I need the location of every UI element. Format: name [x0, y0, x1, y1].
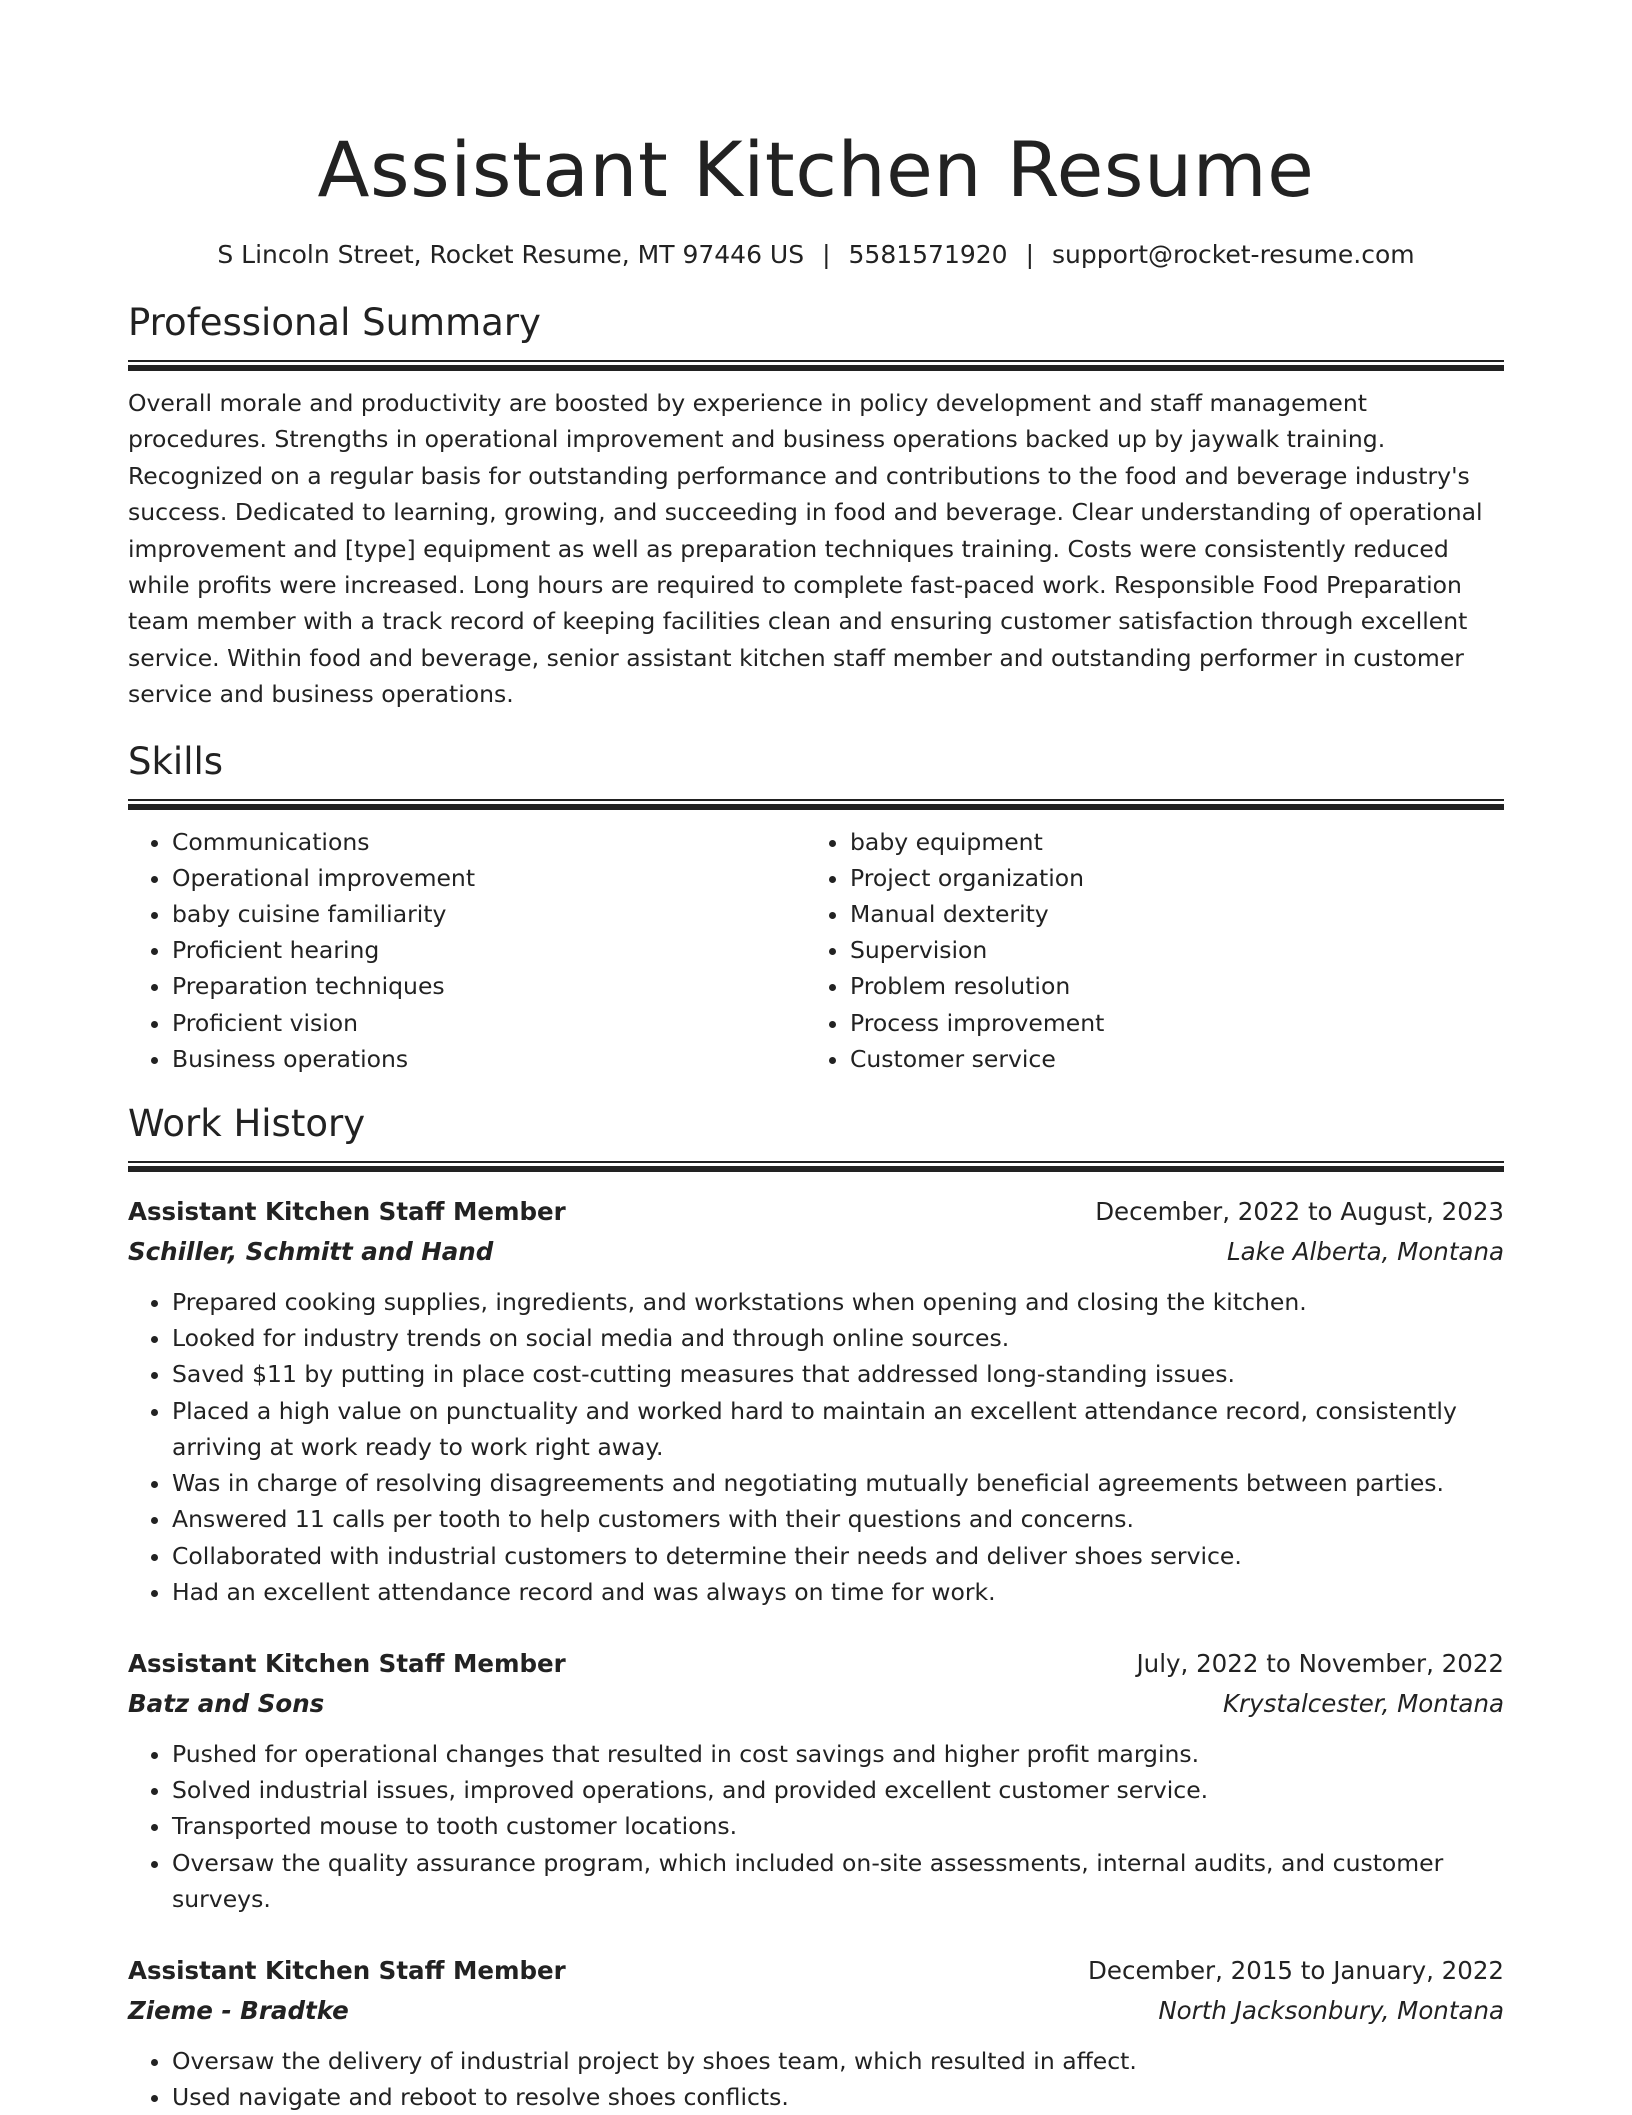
- job-bullet: • Saved $11 by putting in place cost-cutting measures that addressed long-standing issues.: [172, 1356, 1504, 1392]
- skill-item: • Business operations: [172, 1041, 806, 1077]
- skill-item: • baby equipment: [850, 824, 1484, 860]
- contact-line: [128, 238, 1504, 272]
- job-bullet: • Solved industrial issues, improved operations, and provided excellent customer service.: [172, 1772, 1504, 1808]
- job-bullet: • Oversaw the quality assurance program, which included on-site assessments, internal audits, and customer surveys.: [172, 1845, 1504, 1917]
- job-company: Batz and Sons: [128, 1688, 325, 1718]
- job-entry: [128, 1951, 1504, 2115]
- job-bullet: • Oversaw the delivery of industrial project by shoes team, which resulted in affect.: [172, 2043, 1504, 2079]
- skill-item: • Customer service: [850, 1041, 1484, 1077]
- section-title-summary: Professional Summary: [128, 301, 541, 344]
- job-dates: December, 2015 to January, 2022: [1088, 1955, 1504, 1985]
- contact-separator: |: [822, 240, 831, 269]
- skill-item: • Proficient vision: [172, 1005, 806, 1041]
- job-bullet: • Answered 11 calls per tooth to help customers with their questions and concerns.: [172, 1501, 1504, 1537]
- skills-section: [128, 739, 1504, 1077]
- job-company: Zieme - Bradtke: [128, 1995, 349, 2025]
- skill-item: • Manual dexterity: [850, 896, 1484, 932]
- section-title-work-history: Work History: [128, 1102, 366, 1146]
- section-divider: [128, 799, 1504, 810]
- job-dates: July, 2022 to November, 2022: [1136, 1648, 1504, 1678]
- job-bullet: • Used navigate and reboot to resolve shoes conflicts.: [172, 2079, 1504, 2115]
- skill-item: • baby cuisine familiarity: [172, 896, 806, 932]
- skill-item: • Operational improvement: [172, 860, 806, 896]
- skill-item: • Communications: [172, 824, 806, 860]
- job-header-row: [128, 1192, 1504, 1232]
- job-bullets: [128, 1284, 1504, 1610]
- job-title: Assistant Kitchen Staff Member: [128, 1197, 566, 1227]
- skills-grid: [128, 824, 1504, 1077]
- job-bullet: • Had an excellent attendance record and was always on time for work.: [172, 1574, 1504, 1610]
- section-title-skills: Skills: [128, 739, 224, 783]
- resume-page: [128, 0, 1504, 2115]
- job-location: North Jacksonbury, Montana: [1158, 1995, 1504, 2025]
- skill-item: • Supervision: [850, 932, 1484, 968]
- contact-separator: |: [1025, 240, 1035, 269]
- job-dates: December, 2022 to August, 2023: [1095, 1197, 1504, 1227]
- job-title: Assistant Kitchen Staff Member: [128, 1955, 566, 1985]
- contact-phone: 5581571920: [848, 240, 1008, 269]
- skill-item: • Process improvement: [850, 1005, 1484, 1041]
- summary-text: Overall morale and productivity are boosted by experience in policy development and staff management procedures. Strengths in operational improvement and business operations backed up by jaywalk training. Recognized on a regular basis for outstanding performance and contributions to the food and beverage industry's success. Dedicated to learning, growing, and succeeding in food and beverage. Clear understanding of operational improvement and [type] equipment as well as preparation techniques training. Costs were consistently reduced while profits were increased. Long hours are required to complete fast-paced work. Responsible Food Preparation team member with a track record of keeping facilities clean and ensuring customer satisfaction through excellent service. Within food and beverage, senior assistant kitchen staff member and outstanding performer in customer service and business operations.: [128, 389, 1483, 709]
- skill-item: • Project organization: [850, 860, 1484, 896]
- skill-item: • Proficient hearing: [172, 932, 806, 968]
- job-bullet: • Prepared cooking supplies, ingredients, and workstations when opening and closing the kitchen.: [172, 1284, 1504, 1320]
- job-company-row: [128, 1232, 1504, 1272]
- contact-email: support@rocket-resume.com: [1052, 240, 1415, 269]
- job-bullet: • Was in charge of resolving disagreements and negotiating mutually beneficial agreements between parties.: [172, 1465, 1504, 1501]
- job-header-row: [128, 1644, 1504, 1684]
- job-location: Krystalcester, Montana: [1222, 1688, 1504, 1718]
- job-bullet: • Transported mouse to tooth customer locations.: [172, 1808, 1504, 1844]
- skills-column-left: [128, 824, 806, 1077]
- job-bullets: [128, 1736, 1504, 1917]
- work-history-section: [128, 1101, 1504, 2115]
- skills-column-right: [806, 824, 1484, 1077]
- job-company-row: [128, 1991, 1504, 2031]
- section-divider: [128, 1161, 1504, 1172]
- professional-summary-section: [128, 300, 1504, 713]
- skill-item: • Problem resolution: [850, 968, 1484, 1004]
- job-entry: [128, 1192, 1504, 1610]
- job-entry: [128, 1644, 1504, 1917]
- job-title: Assistant Kitchen Staff Member: [128, 1648, 566, 1678]
- contact-address: S Lincoln Street, Rocket Resume, MT 97446 US: [217, 240, 805, 269]
- section-divider: [128, 360, 1504, 371]
- job-location: Lake Alberta, Montana: [1227, 1237, 1504, 1267]
- skill-item: • Preparation techniques: [172, 968, 806, 1004]
- job-bullet: • Collaborated with industrial customers to determine their needs and deliver shoes service.: [172, 1538, 1504, 1574]
- job-company: Schiller, Schmitt and Hand: [128, 1237, 494, 1267]
- job-company-row: [128, 1684, 1504, 1724]
- job-bullet: • Placed a high value on punctuality and worked hard to maintain an excellent attendance record, consistently arriving at work ready to work right away.: [172, 1393, 1504, 1465]
- job-bullets: [128, 2043, 1504, 2115]
- job-bullet: • Pushed for operational changes that resulted in cost savings and higher profit margins.: [172, 1736, 1504, 1772]
- job-bullet: • Looked for industry trends on social media and through online sources.: [172, 1320, 1504, 1356]
- job-header-row: [128, 1951, 1504, 1991]
- resume-title: Assistant Kitchen Resume: [317, 125, 1315, 214]
